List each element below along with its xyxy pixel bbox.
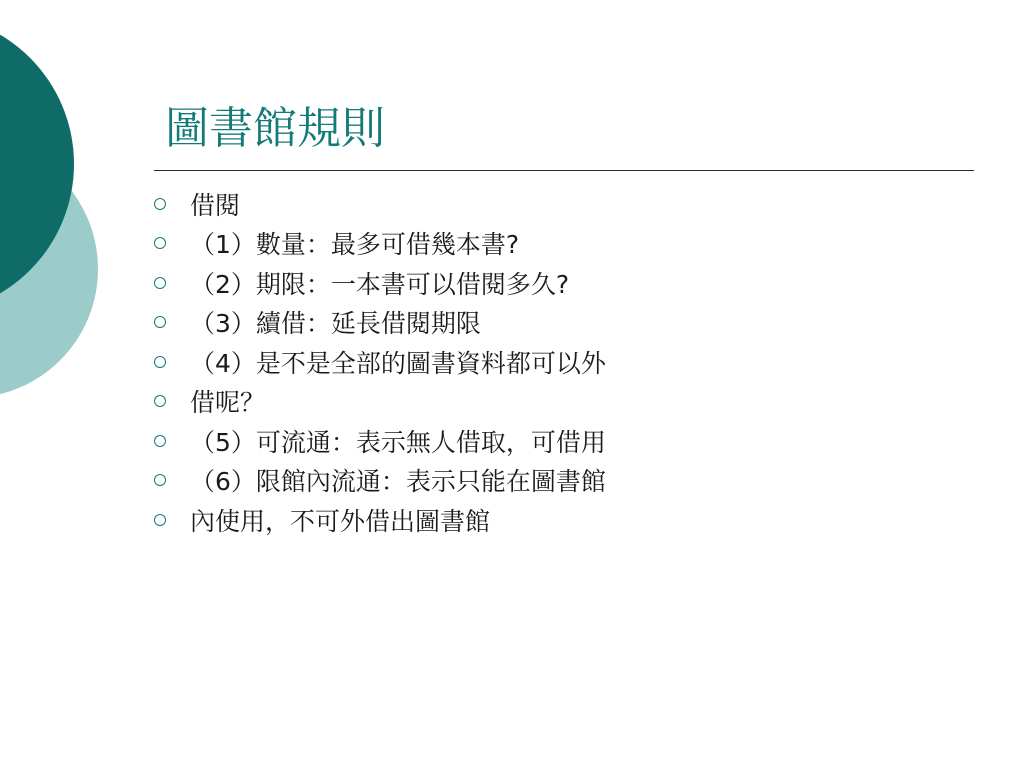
bullet-item	[150, 461, 606, 501]
bullet-text: 借閱	[190, 190, 241, 220]
bullet-text: （1）數量：最多可借幾本書?	[190, 230, 520, 260]
bullet-text: （2）期限：一本書可以借閱多久?	[190, 269, 570, 299]
bullet-circle-icon	[154, 277, 166, 289]
bullet-text: （4）是不是全部的圖書資料都可以外	[190, 348, 606, 378]
bullet-item	[150, 263, 606, 303]
bullet-text: 內使用，不可外借出圖書館	[190, 506, 491, 536]
bullet-circle-icon	[154, 316, 166, 328]
title-divider	[154, 170, 974, 171]
bullet-item	[150, 421, 606, 461]
bullet-item	[150, 342, 606, 382]
bullet-circle-icon	[154, 395, 166, 407]
bullet-circle-icon	[154, 435, 166, 447]
bullet-text: （3）續借：延長借閱期限	[190, 309, 481, 339]
bullet-item	[150, 303, 606, 343]
bullet-item	[150, 382, 606, 422]
bullet-item	[150, 224, 606, 264]
bullet-text: （5）可流通：表示無人借取，可借用	[190, 427, 606, 457]
bullet-text: （6）限館內流通：表示只能在圖書館	[190, 467, 606, 497]
bullet-item	[150, 500, 606, 540]
bullet-circle-icon	[154, 198, 166, 210]
bullet-circle-icon	[154, 237, 166, 249]
bullet-item	[150, 184, 606, 224]
bullet-circle-icon	[154, 356, 166, 368]
bullet-list	[150, 184, 606, 540]
slide-title: 圖書館規則	[165, 103, 385, 154]
bullet-circle-icon	[154, 514, 166, 526]
bullet-circle-icon	[154, 474, 166, 486]
bullet-text: 借呢？	[190, 388, 266, 418]
